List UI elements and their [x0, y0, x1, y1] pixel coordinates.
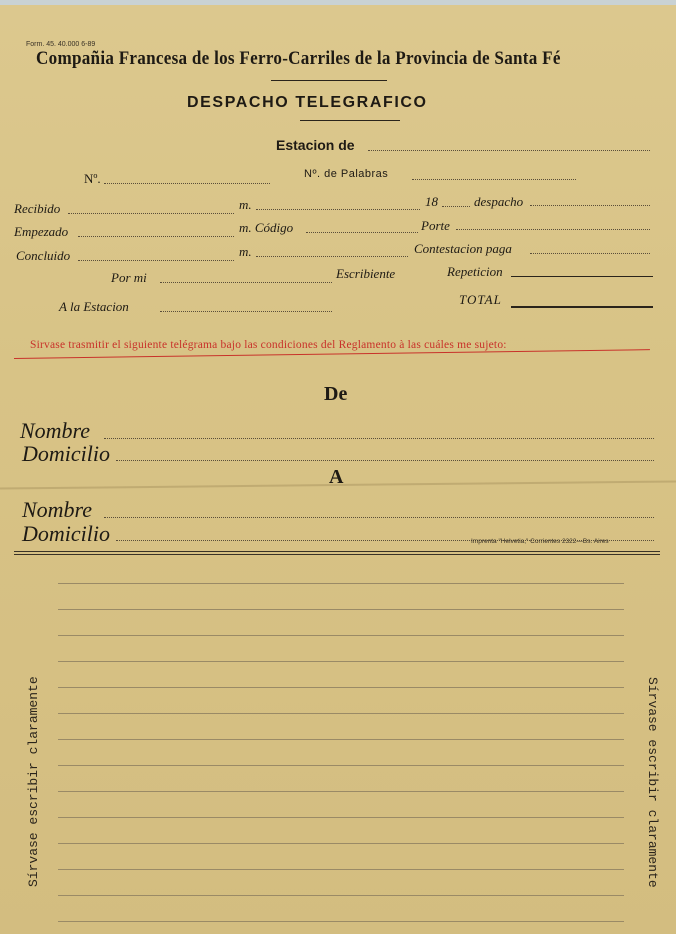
title-rule-2 [300, 120, 400, 121]
dispatch-field[interactable] [530, 205, 650, 206]
message-line[interactable] [58, 921, 624, 922]
clerk-label: Escribiente [336, 266, 396, 281]
printer-credit: Imprenta "Helvetia," Corrientes 2322—Bs. Aires [471, 538, 609, 545]
repetition-label: Repeticion [447, 264, 503, 279]
sender-name-label: Nombre [20, 418, 91, 443]
m-label-1: m. [239, 197, 252, 212]
to-station-field[interactable] [160, 311, 332, 312]
transmit-instruction: Sirvase trasmitir el siguiente telégrama bajo las condiciones del Reglamento à las cuáles me sujeto: [30, 339, 507, 351]
margin-note-left: Sírvase escribir claramente [26, 676, 41, 887]
number-label: Nº. [84, 171, 101, 186]
message-line[interactable] [58, 869, 624, 870]
sender-address-field[interactable] [116, 460, 654, 461]
message-line[interactable] [58, 609, 624, 610]
m-field-1[interactable] [256, 209, 420, 210]
message-line[interactable] [58, 791, 624, 792]
word-count-field[interactable] [412, 179, 576, 180]
message-divider-2 [14, 554, 660, 555]
message-line[interactable] [58, 765, 624, 766]
sender-name-field[interactable] [104, 438, 654, 439]
top-edge [0, 0, 676, 5]
repetition-field[interactable] [511, 276, 653, 277]
message-divider-1 [14, 551, 660, 552]
recipient-name-field[interactable] [104, 517, 654, 518]
sender-heading: De [324, 383, 348, 405]
concluded-field[interactable] [78, 260, 234, 261]
title-rule [271, 80, 387, 81]
started-field[interactable] [78, 236, 234, 237]
message-line[interactable] [58, 687, 624, 688]
margin-note-right: Sírvase escribir claramente [645, 677, 660, 888]
by-me-field[interactable] [160, 282, 332, 283]
message-line[interactable] [58, 843, 624, 844]
m-code-label: m. Código [239, 220, 294, 235]
postage-label: Porte [421, 218, 450, 233]
sender-address-label: Domicilio [22, 441, 110, 466]
message-line[interactable] [58, 895, 624, 896]
started-label: Empezado [14, 224, 69, 239]
by-me-label: Por mi [111, 270, 147, 285]
recipient-address-label: Domicilio [22, 521, 110, 546]
year-field[interactable] [442, 206, 470, 207]
paid-reply-label: Contestacion paga [414, 241, 512, 256]
postage-field[interactable] [456, 229, 650, 230]
company-name: Compañia Francesa de los Ferro-Carriles de la Provincia de Santa Fé [36, 48, 561, 69]
m-field-3[interactable] [256, 256, 408, 257]
station-label: Estacion de [276, 137, 355, 153]
concluded-label: Concluido [16, 248, 71, 263]
message-line[interactable] [58, 817, 624, 818]
dispatch-label: despacho [474, 194, 524, 209]
year-label: 18 [425, 194, 438, 209]
form-title: DESPACHO TELEGRAFICO [187, 94, 428, 111]
received-label: Recibido [14, 201, 61, 216]
station-field[interactable] [368, 150, 650, 151]
message-line[interactable] [58, 739, 624, 740]
total-field[interactable] [511, 306, 653, 308]
message-line[interactable] [58, 635, 624, 636]
form-number: Form. 45. 40.000 6-89 [26, 41, 96, 48]
m-label-3: m. [239, 244, 252, 259]
recipient-heading: A [329, 466, 344, 488]
message-line[interactable] [58, 583, 624, 584]
message-line[interactable] [58, 713, 624, 714]
total-label: TOTAL [459, 292, 502, 307]
message-line[interactable] [58, 661, 624, 662]
word-count-label: Nº. de Palabras [304, 168, 389, 180]
paid-reply-field[interactable] [530, 253, 650, 254]
received-field[interactable] [68, 213, 234, 214]
number-field[interactable] [104, 183, 270, 184]
m-code-field[interactable] [306, 232, 418, 233]
to-station-label: A la Estacion [59, 299, 129, 314]
recipient-name-label: Nombre [22, 497, 93, 522]
